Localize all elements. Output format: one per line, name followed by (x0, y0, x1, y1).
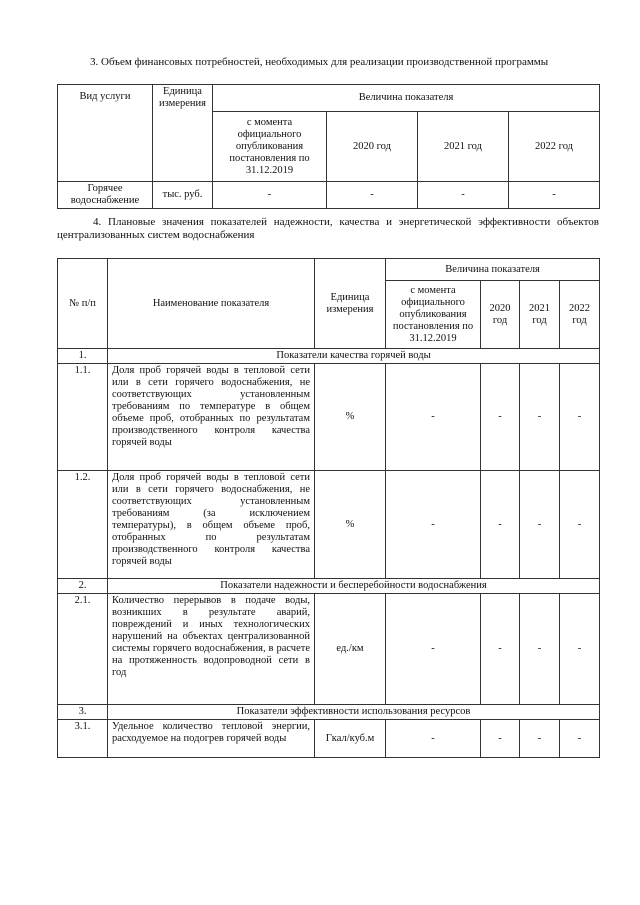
table-row (58, 594, 600, 705)
value-cell: - (327, 182, 418, 209)
group-num: 3. (58, 705, 108, 720)
value-cell: - (386, 720, 481, 758)
unit-cell: тыс. руб. (153, 182, 213, 209)
value-cell: - (520, 364, 560, 471)
unit-cell: Гкал/куб.м (315, 720, 386, 758)
header-num: № п/п (58, 259, 108, 349)
header-from-moment: с момента официального опубликования постановления по 31.12.2019 (213, 112, 327, 182)
header-value: Величина показателя (213, 85, 600, 112)
header-service: Вид услуги (58, 85, 153, 182)
value-cell: - (520, 594, 560, 705)
indicator-name: Доля проб горячей воды в тепловой сети или в сети горячего водоснабжения, не соответствующих установленным требованиям (за исключением температуры), в общем объеме проб, отобранных по результатам производственного контроля качества горячей воды (108, 471, 315, 579)
value-cell: - (386, 471, 481, 579)
value-cell: - (481, 594, 520, 705)
value-cell: - (560, 594, 600, 705)
header-name: Наименование показателя (108, 259, 315, 349)
row-num: 2.1. (58, 594, 108, 705)
value-cell: - (560, 364, 600, 471)
header-unit: Единица измерения (315, 259, 386, 349)
group-num: 2. (58, 579, 108, 594)
table-row (58, 471, 600, 579)
financial-needs-table (57, 84, 600, 209)
header-unit: Единица измерения (153, 85, 213, 182)
group-title: Показатели эффективности использования ресурсов (108, 705, 600, 720)
header-year-2021: 2021 год (520, 281, 560, 349)
section4-heading: 4. Плановые значения показателей надежности, качества и энергетической эффективности объектов централизованных систем водоснабжения (57, 216, 599, 241)
indicator-name: Доля проб горячей воды в тепловой сети или в сети горячего водоснабжения, не соответствующих установленным требованиям по температуре в общем объеме проб, отобранных по результатам производственного контроля качества горячей воды (108, 364, 315, 471)
header-year-2022: 2022 год (560, 281, 600, 349)
value-cell: - (560, 471, 600, 579)
row-num: 3.1. (58, 720, 108, 758)
unit-cell: % (315, 364, 386, 471)
unit-cell: % (315, 471, 386, 579)
unit-cell: ед./км (315, 594, 386, 705)
group-title: Показатели надежности и бесперебойности водоснабжения (108, 579, 600, 594)
value-cell: - (386, 364, 481, 471)
value-cell: - (520, 720, 560, 758)
header-year-2022: 2022 год (509, 112, 600, 182)
value-cell: - (481, 471, 520, 579)
value-cell: - (560, 720, 600, 758)
value-cell: - (213, 182, 327, 209)
header-value: Величина показателя (386, 259, 600, 281)
value-cell: - (481, 720, 520, 758)
indicator-name: Количество перерывов в подаче воды, возникших в результате аварий, повреждений и иных технологических нарушений на объектах централизованной системы горячего водоснабжения, в расчете на протяженность водопроводной сети в год (108, 594, 315, 705)
indicators-table (57, 258, 600, 758)
value-cell: - (509, 182, 600, 209)
row-num: 1.2. (58, 471, 108, 579)
value-cell: - (520, 471, 560, 579)
table-row (58, 364, 600, 471)
group-row (58, 579, 600, 594)
header-from-moment: с момента официального опубликования постановления по 31.12.2019 (386, 281, 481, 349)
header-year-2021: 2021 год (418, 112, 509, 182)
group-title: Показатели качества горячей воды (108, 349, 600, 364)
table-row (58, 182, 600, 209)
value-cell: - (386, 594, 481, 705)
value-cell: - (481, 364, 520, 471)
value-cell: - (418, 182, 509, 209)
group-num: 1. (58, 349, 108, 364)
indicator-name: Удельное количество тепловой энергии, расходуемое на подогрев горячей воды (108, 720, 315, 758)
section3-heading: 3. Объем финансовых потребностей, необходимых для реализации производственной программы (90, 56, 549, 68)
group-row (58, 705, 600, 720)
table-row (58, 720, 600, 758)
header-year-2020: 2020 год (327, 112, 418, 182)
service-cell: Горячее водоснабжение (58, 182, 153, 209)
row-num: 1.1. (58, 364, 108, 471)
group-row (58, 349, 600, 364)
header-year-2020: 2020 год (481, 281, 520, 349)
